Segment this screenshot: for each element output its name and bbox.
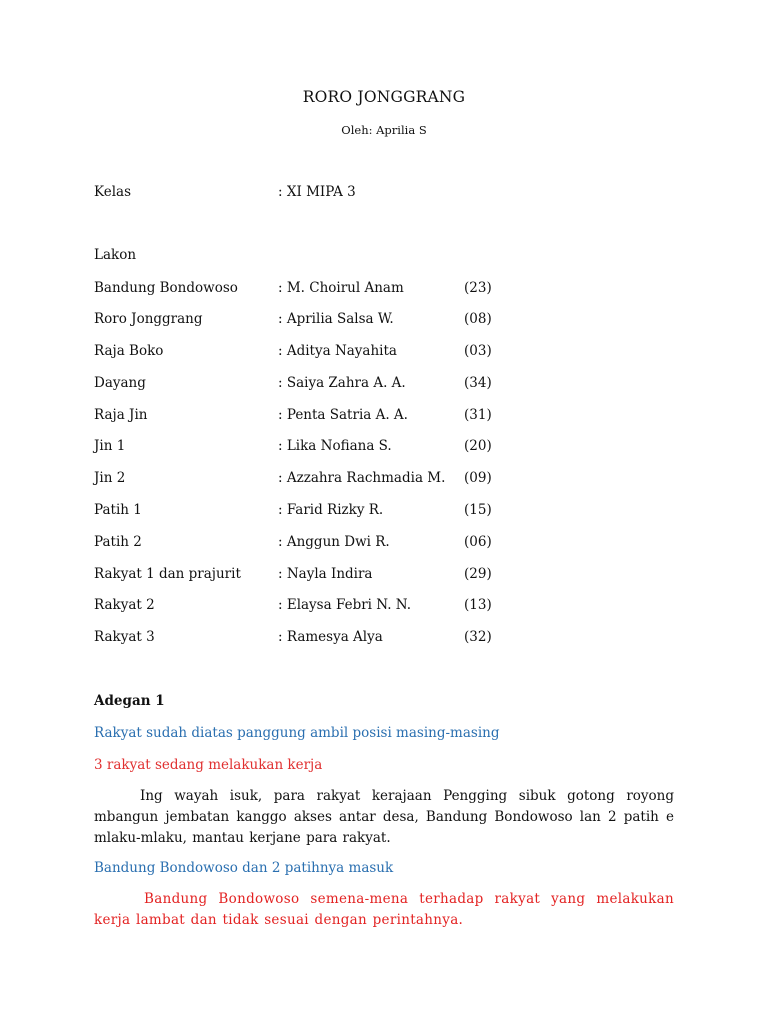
stage-direction: Bandung Bondowoso dan 2 patihnya masuk bbox=[94, 860, 394, 876]
cast-number: (29) bbox=[464, 566, 492, 582]
cast-row bbox=[94, 500, 554, 520]
cast-role: Patih 2 bbox=[94, 534, 142, 550]
cast-actor: : Azzahra Rachmadia M. bbox=[278, 470, 446, 486]
kelas-row bbox=[94, 182, 554, 202]
cast-row bbox=[94, 373, 554, 393]
cast-row bbox=[94, 564, 554, 584]
cast-actor: : Anggun Dwi R. bbox=[278, 534, 390, 550]
cast-actor: : Saiya Zahra A. A. bbox=[278, 375, 406, 391]
cast-number: (08) bbox=[464, 311, 492, 327]
cast-role: Raja Boko bbox=[94, 343, 164, 359]
cast-row bbox=[94, 468, 554, 488]
cast-number: (15) bbox=[464, 502, 492, 518]
cast-row bbox=[94, 627, 554, 647]
cast-row bbox=[94, 436, 554, 456]
cast-number: (20) bbox=[464, 438, 492, 454]
cast-role: Rakyat 1 dan prajurit bbox=[94, 566, 241, 582]
cast-actor: : Aprilia Salsa W. bbox=[278, 311, 394, 327]
cast-actor: : Elaysa Febri N. N. bbox=[278, 597, 412, 613]
cast-role: Dayang bbox=[94, 375, 146, 391]
cast-number: (34) bbox=[464, 375, 492, 391]
lakon-heading: Lakon bbox=[94, 247, 137, 263]
cast-row bbox=[94, 532, 554, 552]
cast-row bbox=[94, 278, 554, 298]
cast-actor: : Farid Rizky R. bbox=[278, 502, 384, 518]
cast-number: (32) bbox=[464, 629, 492, 645]
cast-role: Patih 1 bbox=[94, 502, 142, 518]
cast-role: Raja Jin bbox=[94, 407, 148, 423]
cast-role: Jin 1 bbox=[94, 438, 126, 454]
cast-role: Bandung Bondowoso bbox=[94, 280, 238, 296]
cast-role: Roro Jonggrang bbox=[94, 311, 203, 327]
cast-role: Rakyat 3 bbox=[94, 629, 155, 645]
cast-row bbox=[94, 405, 554, 425]
cast-role: Jin 2 bbox=[94, 470, 126, 486]
cast-actor: : Penta Satria A. A. bbox=[278, 407, 408, 423]
cast-number: (06) bbox=[464, 534, 492, 550]
stage-direction: Rakyat sudah diatas panggung ambil posisi masing-masing bbox=[94, 725, 500, 741]
kelas-value: : XI MIPA 3 bbox=[278, 184, 356, 200]
cast-actor: : Aditya Nayahita bbox=[278, 343, 397, 359]
cast-number: (23) bbox=[464, 280, 492, 296]
cast-number: (31) bbox=[464, 407, 492, 423]
kelas-label: Kelas bbox=[94, 184, 132, 200]
document-title: RORO JONGGRANG bbox=[302, 88, 466, 106]
adegan-heading: Adegan 1 bbox=[94, 693, 165, 709]
cast-role: Rakyat 2 bbox=[94, 597, 155, 613]
narration-paragraph: Ing wayah isuk, para rakyat kerajaan Pengging sibuk gotong royong mbangun jembatan kanggo akses antar desa, Bandung Bondowoso lan 2 patih e mlaku-mlaku, mantau kerjane para rakyat. bbox=[94, 788, 674, 846]
cast-actor: : Lika Nofiana S. bbox=[278, 438, 392, 454]
narration-paragraph: Bandung Bondowoso semena-mena terhadap rakyat yang melakukan kerja lambat dan tidak sesuai dengan perintahnya. bbox=[94, 891, 674, 928]
author-line: Oleh: Aprilia S bbox=[341, 123, 427, 137]
cast-actor: : M. Choirul Anam bbox=[278, 280, 404, 296]
cast-actor: : Ramesya Alya bbox=[278, 629, 383, 645]
cast-row bbox=[94, 309, 554, 329]
stage-direction: 3 rakyat sedang melakukan kerja bbox=[94, 757, 323, 773]
cast-row bbox=[94, 595, 554, 615]
cast-number: (13) bbox=[464, 597, 492, 613]
cast-number: (09) bbox=[464, 470, 492, 486]
cast-actor: : Nayla Indira bbox=[278, 566, 373, 582]
cast-row bbox=[94, 341, 554, 361]
cast-number: (03) bbox=[464, 343, 492, 359]
